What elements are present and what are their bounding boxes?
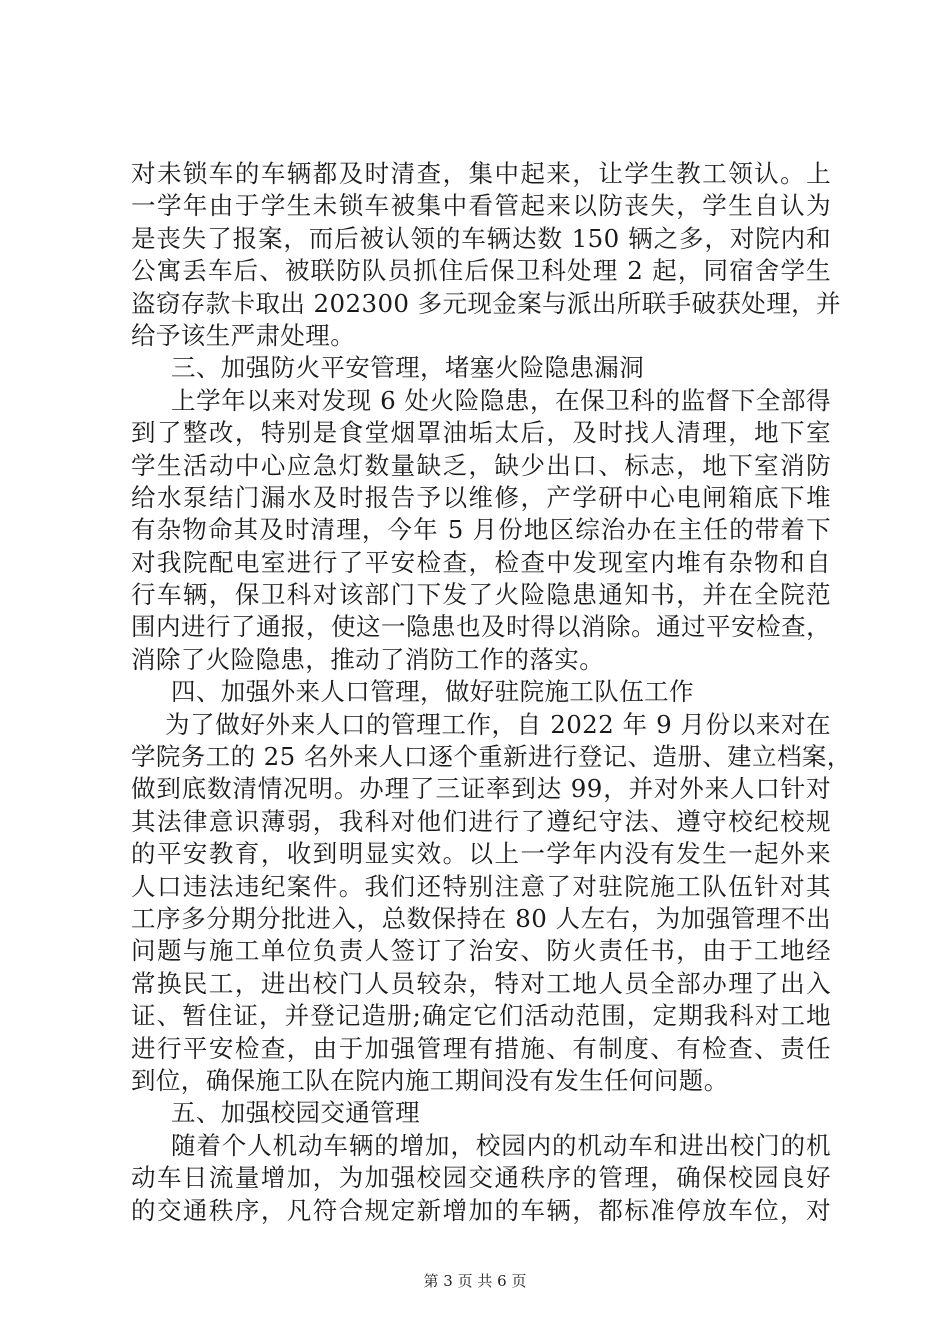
text-line: 学院务工的 25 名外来人口逐个重新进行登记、造册、建立档案， (131, 742, 852, 772)
text-line: 随着个人机动车辆的增加，校园内的机动车和进出校门的机 (171, 1130, 831, 1160)
text-line: 给予该生严肃处理。 (131, 320, 356, 350)
text-line: 为了做好外来人口的管理工作，自 2022 年 9 月份以来对在 (165, 709, 831, 739)
text-line: 进行平安检查，由于加强管理有措施、有制度、有检查、责任 (131, 1033, 831, 1063)
text-line: 给水泵结门漏水及时报告予以维修，产学研中心电闸箱底下堆 (131, 482, 831, 512)
section-heading: 三、加强防火平安管理，堵塞火险隐患漏洞 (171, 353, 645, 383)
text-line: 上学年以来对发现 6 处火险隐患，在保卫科的监督下全部得 (171, 385, 831, 415)
text-line: 的交通秩序，凡符合规定新增加的车辆，都标准停放车位，对 (131, 1195, 831, 1225)
text-line: 围内进行了通报，使这一隐患也及时得以消除。通过平安检查， (131, 612, 831, 642)
text-line: 盗窃存款卡取出 202300 多元现金案与派出所联手破获处理，并 (131, 288, 841, 318)
text-line: 一学年由于学生未锁车被集中看管起来以防丧失，学生自认为 (131, 191, 831, 221)
text-line: 到了整改，特别是食堂烟罩油垢太后，及时找人清理，地下室 (131, 418, 831, 448)
text-line: 做到底数清情况明。办理了三证率到达 99，并对外来人口针对 (131, 774, 831, 804)
section-heading: 四、加强外来人口管理，做好驻院施工队伍工作 (171, 677, 694, 707)
text-line: 人口违法违纪案件。我们还特别注意了对驻院施工队伍针对其 (131, 871, 831, 901)
text-line: 是丧失了报案，而后被认领的车辆达数 150 辆之多，对院内和 (131, 223, 831, 253)
text-line: 学生活动中心应急灯数量缺乏，缺少出口、标志，地下室消防 (131, 450, 831, 480)
text-line: 常换民工，进出校门人员较杂，特对工地人员全部办理了出入 (131, 968, 831, 998)
text-line: 到位，确保施工队在院内施工期间没有发生任何问题。 (131, 1065, 729, 1095)
text-line: 消除了火险隐患，推动了消防工作的落实。 (131, 644, 605, 674)
section-heading: 五、加强校园交通管理 (171, 1098, 420, 1128)
text-line: 公寓丢车后、被联防队员抓住后保卫科处理 2 起，同宿舍学生 (131, 256, 831, 286)
text-line: 有杂物命其及时清理，今年 5 月份地区综治办在主任的带着下 (131, 515, 831, 545)
text-line: 证、暂住证，并登记造册;确定它们活动范围，定期我科对工地 (131, 1001, 831, 1031)
text-line: 其法律意识薄弱，我科对他们进行了遵纪守法、遵守校纪校规 (131, 806, 831, 836)
text-line: 对未锁车的车辆都及时清查，集中起来，让学生教工领认。上 (131, 159, 831, 188)
page-number: 第 3 页 共 6 页 (423, 1272, 527, 1290)
text-line: 的平安教育，收到明显实效。以上一学年内没有发生一起外来 (131, 839, 831, 869)
page-footer (0, 1270, 950, 1291)
text-line: 行车辆，保卫科对该部门下发了火险隐患通知书，并在全院范 (131, 580, 831, 610)
text-line: 动车日流量增加，为加强校园交通秩序的管理，确保校园良好 (131, 1163, 831, 1193)
text-line: 问题与施工单位负责人签订了治安、防火责任书，由于工地经 (131, 936, 831, 966)
text-line: 工序多分期分批进入，总数保持在 80 人左右，为加强管理不出 (131, 903, 831, 933)
document-body (131, 158, 852, 1227)
text-line: 对我院配电室进行了平安检查，检查中发现室内堆有杂物和自 (131, 547, 831, 577)
